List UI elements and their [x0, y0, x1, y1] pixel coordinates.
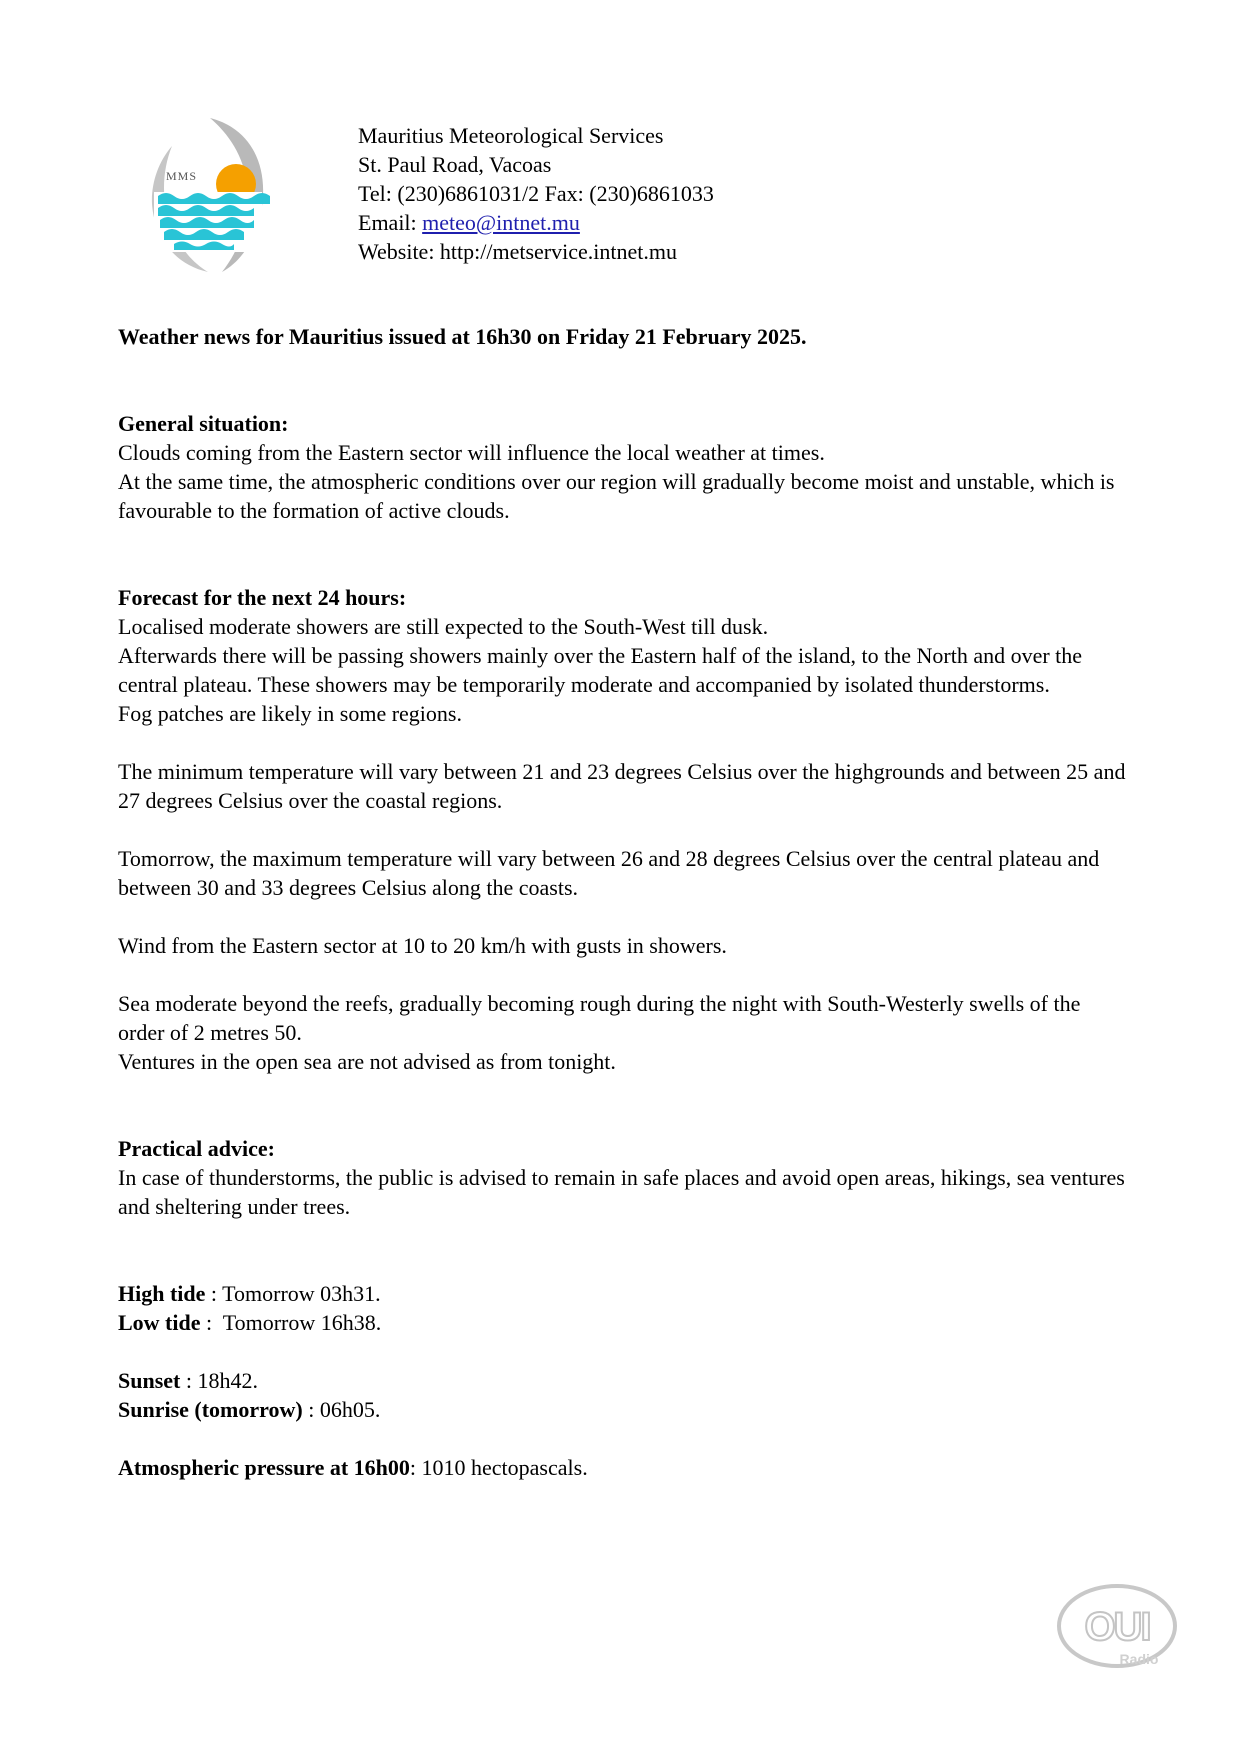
- forecast-p1: Localised moderate showers are still expected to the South-West till dusk.: [118, 614, 769, 639]
- advice-heading: Practical advice:: [118, 1136, 275, 1161]
- low-tide-label: Low tide: [118, 1310, 201, 1335]
- letterhead: [358, 121, 714, 266]
- bulletin-title: Weather news for Mauritius issued at 16h30 on Friday 21 February 2025.: [118, 324, 807, 349]
- org-email-line: [358, 208, 714, 237]
- general-p2: At the same time, the atmospheric conditions over our region will gradually become moist and unstable, which is favourable to the formation of active clouds.: [118, 469, 1115, 523]
- org-name: Mauritius Meteorological Services: [358, 123, 664, 148]
- high-tide-label: High tide: [118, 1281, 206, 1306]
- high-tide: [118, 1279, 1128, 1308]
- mms-logo: [150, 114, 270, 276]
- oui-radio-watermark: [1055, 1580, 1185, 1675]
- high-tide-value: : Tomorrow 03h31.: [205, 1281, 381, 1306]
- forecast-min-temp: The minimum temperature will vary between 21 and 23 degrees Celsius over the highgrounds and between 25 and 27 degrees Celsius over the coastal regions.: [118, 759, 1126, 813]
- forecast-wind: Wind from the Eastern sector at 10 to 20 km/h with gusts in showers.: [118, 933, 727, 958]
- email-label: Email:: [358, 210, 423, 235]
- org-website: Website: http://metservice.intnet.mu: [358, 239, 677, 264]
- pressure-label: Atmospheric pressure at 16h00: [118, 1455, 410, 1480]
- watermark-text-main: OUI: [1084, 1605, 1150, 1649]
- pressure: [118, 1453, 1128, 1482]
- org-phone: Tel: (230)6861031/2 Fax: (230)6861033: [358, 181, 714, 206]
- forecast-sea: Sea moderate beyond the reefs, gradually becoming rough during the night with South-Westerly swells of the order of 2 metres 50.: [118, 991, 1081, 1045]
- general-p1: Clouds coming from the Eastern sector will influence the local weather at times.: [118, 440, 825, 465]
- general-heading: General situation:: [118, 411, 289, 436]
- forecast-ventures: Ventures in the open sea are not advised as from tonight.: [118, 1049, 616, 1074]
- sunset-value: : 18h42.: [180, 1368, 258, 1393]
- email-link[interactable]: meteo@intnet.mu: [422, 210, 580, 235]
- bulletin-body: [118, 322, 1128, 1482]
- sunrise-label: Sunrise (tomorrow): [118, 1397, 303, 1422]
- forecast-p3: Fog patches are likely in some regions.: [118, 701, 462, 726]
- advice-p1: In case of thunderstorms, the public is advised to remain in safe places and avoid open areas, hikings, sea ventures and sheltering under trees.: [118, 1165, 1125, 1219]
- pressure-value: : 1010 hectopascals.: [409, 1455, 588, 1480]
- sunrise: [118, 1395, 1128, 1424]
- sunrise-value: : 06h05.: [302, 1397, 381, 1422]
- forecast-heading: Forecast for the next 24 hours:: [118, 585, 407, 610]
- logo-text: MMS: [166, 169, 198, 183]
- sunset-label: Sunset: [118, 1368, 181, 1393]
- forecast-max-temp: Tomorrow, the maximum temperature will vary between 26 and 28 degrees Celsius over the central plateau and between 30 and 33 degrees Celsius along the coasts.: [118, 846, 1100, 900]
- watermark-text-sub: Radio: [1119, 1651, 1159, 1667]
- low-tide: [118, 1308, 1128, 1337]
- org-address: St. Paul Road, Vacoas: [358, 152, 552, 177]
- forecast-p2: Afterwards there will be passing showers mainly over the Eastern half of the island, to the North and over the central plateau. These showers may be temporarily moderate and accompanied by isolated thunderstorms.: [118, 643, 1083, 697]
- low-tide-value: : Tomorrow 16h38.: [200, 1310, 382, 1335]
- sunset: [118, 1366, 1128, 1395]
